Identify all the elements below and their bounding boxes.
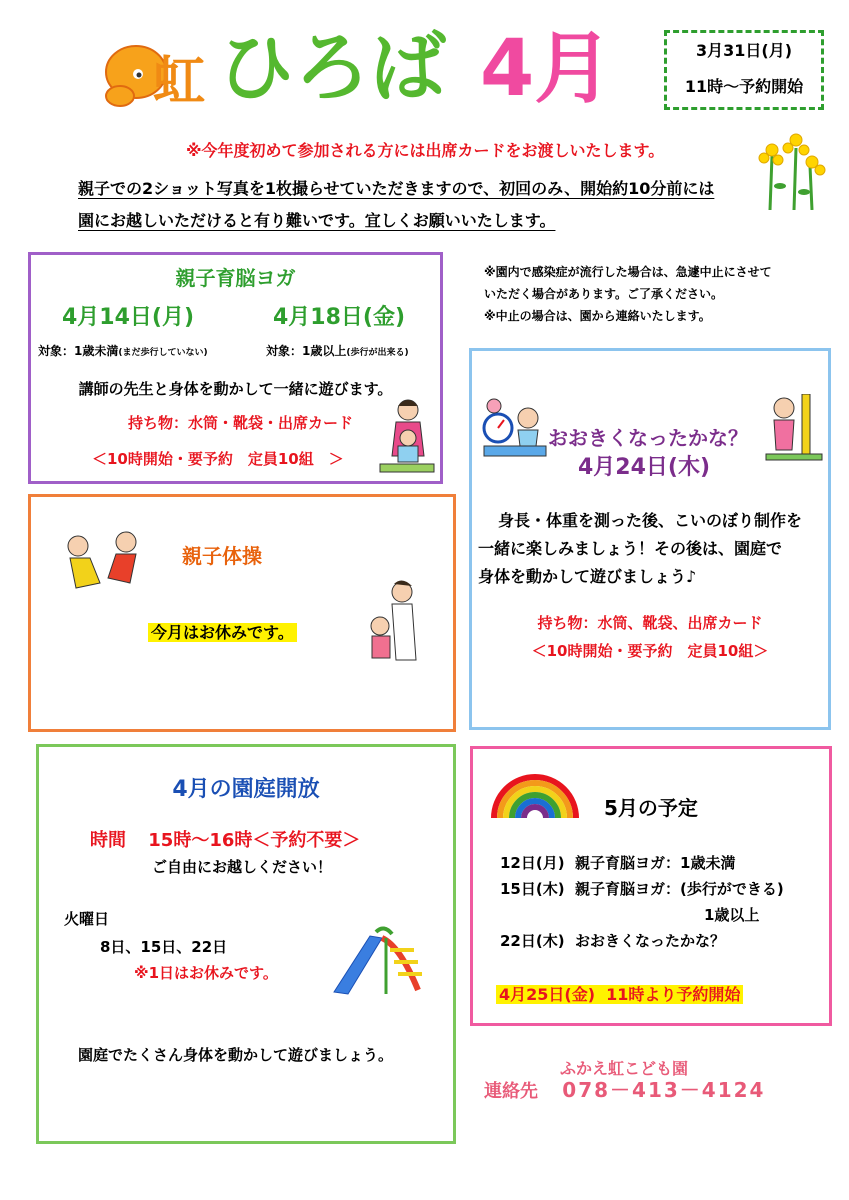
contact-name: ふかえ虹こども園 — [560, 1059, 689, 1078]
yoga-info: ＜10時開始・要予約 定員10組 ＞ — [92, 450, 344, 468]
yoga-date-2: 4月18日(金) — [273, 305, 406, 330]
caution-line-3: ※中止の場合は、園から連絡いたします。 — [484, 309, 711, 323]
rapeseed-flower-illustration — [750, 126, 830, 214]
garden-time-label: 時間 — [90, 830, 126, 851]
growth-desc-3: 身体を動かして遊びましょう♪ — [478, 567, 697, 586]
garden-time-value: 15時～16時＜予約不要＞ — [148, 830, 361, 851]
growth-desc-2: 一緒に楽しみましょう！その後は、園庭で — [478, 539, 783, 558]
yoga-illustration — [378, 396, 436, 480]
intro-line-2: 園にお越しいただけると有り難いです。宜しくお願いいたします。 — [78, 211, 556, 230]
garden-off: ※1日はお休みです。 — [134, 964, 278, 982]
garden-title: 4月の園庭開放 — [172, 777, 320, 802]
gym-illustration — [60, 528, 150, 602]
growth-items: 持ち物：水筒、靴袋、出席カード — [537, 614, 763, 632]
yoga-title: 親子育脳ヨガ — [175, 266, 296, 290]
yoga-target-1 — [38, 342, 208, 359]
gym-illustration-2 — [360, 578, 426, 670]
growth-desc-1: 身長・体重を測った後、こいのぼり制作を — [498, 511, 803, 530]
may-reserve-text: 4月25日(金) 11時より予約開始 — [496, 985, 743, 1004]
gym-note — [148, 620, 297, 643]
mother-baby-icon — [378, 396, 436, 476]
growth-title: おおきくなったかな？ — [548, 426, 748, 450]
rainbow-icon — [490, 758, 580, 822]
yoga-description: 講師の先生と身体を動かして一緒に遊びます。 — [78, 380, 393, 398]
may-reserve — [496, 982, 743, 1005]
growth-info: ＜10時開始・要予約 定員10組＞ — [531, 642, 769, 660]
logo — [98, 38, 208, 118]
yoga-items: 持ち物：水筒・靴袋・出席カード — [128, 414, 354, 432]
month-title: 4月 — [480, 24, 613, 114]
yoga-target-1-note: (まだ歩行していない) — [118, 348, 208, 358]
caution-line-1: ※園内で感染症が流行した場合は、急遽中止にさせて — [484, 265, 772, 279]
contact-phone: 078－413－4124 — [562, 1078, 766, 1102]
intro-notice: ※今年度初めて参加される方には出席カードをお渡しいたします。 — [186, 141, 665, 160]
garden-footer: 園庭でたくさん身体を動かして遊びましょう。 — [78, 1046, 394, 1064]
garden-time — [90, 826, 360, 852]
reservation-time: 11時～予約開始 — [684, 77, 804, 96]
intro-line-1: 親子での2ショット写真を1枚撮らせていただきますので、初回のみ、開始約10分前には — [78, 179, 715, 198]
logo-char: 虹 — [153, 52, 206, 112]
parent-child-exercise-icon — [60, 528, 150, 598]
garden-day: 火曜日 — [64, 910, 110, 928]
may-schedule-3: 22日(木) おおきくなったかな？ — [500, 932, 726, 950]
page-title: ひろば — [218, 23, 446, 112]
contact-line — [484, 1074, 765, 1103]
contact-label: 連絡先 — [484, 1081, 538, 1102]
growth-date: 4月24日(木) — [578, 455, 711, 480]
yoga-target-2 — [266, 342, 409, 359]
may-title: 5月の予定 — [604, 796, 698, 820]
yoga-target-2-note: (歩行が出来る) — [346, 348, 409, 358]
garden-dates: 8日、15日、22日 — [100, 938, 228, 956]
slide-icon — [330, 926, 430, 996]
gym-note-text: 今月はお休みです。 — [148, 623, 297, 642]
height-measure-icon — [764, 394, 824, 464]
yoga-date-1: 4月14日(月) — [62, 305, 195, 330]
reservation-date: 3月31日(月) — [695, 41, 793, 60]
may-schedule-1: 12日(月) 親子育脳ヨガ：1歳未満 — [500, 854, 736, 872]
flower-icon — [750, 126, 830, 210]
caution-line-2: いただく場合があります。ご了承ください。 — [484, 287, 724, 301]
yoga-target-1-label: 対象：1歳未満 — [38, 344, 119, 358]
yoga-target-2-label: 対象：1歳以上 — [266, 344, 347, 358]
slide-illustration — [330, 926, 430, 1000]
teacher-child-icon — [360, 578, 426, 666]
garden-sub: ご自由にお越しください！ — [152, 858, 333, 876]
height-measure-illustration — [764, 394, 824, 468]
scale-illustration — [478, 398, 550, 468]
may-schedule-2b: 1歳以上 — [704, 906, 760, 924]
scale-icon — [478, 398, 550, 464]
may-schedule-2: 15日(木) 親子育脳ヨガ：(歩行ができる) — [500, 880, 784, 898]
rainbow-illustration — [490, 758, 580, 826]
gym-title: 親子体操 — [182, 544, 262, 568]
